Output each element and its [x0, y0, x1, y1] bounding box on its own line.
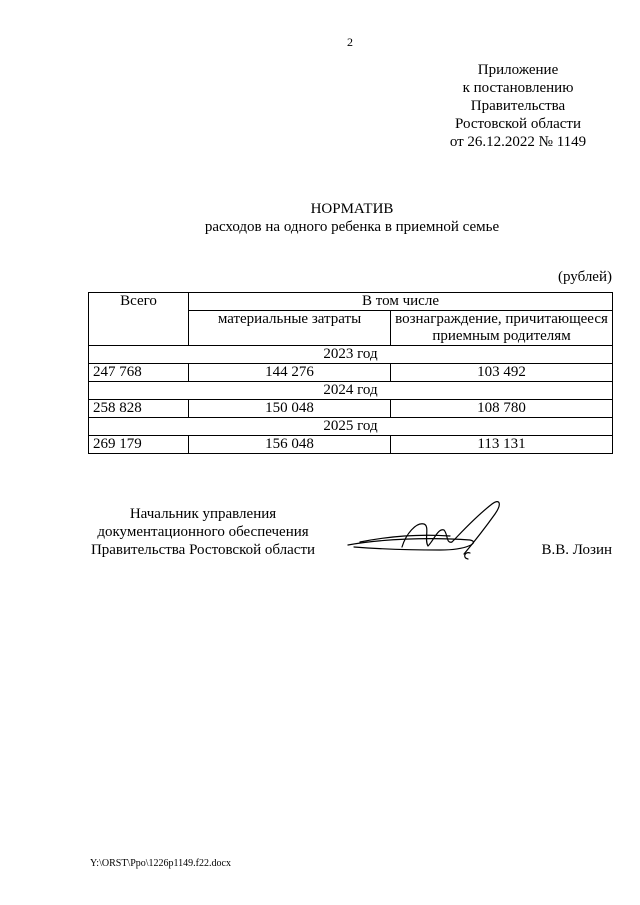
total-value: 269 179 — [89, 436, 189, 454]
signatory-position — [83, 505, 323, 559]
total-value: 258 828 — [89, 400, 189, 418]
signature-tail — [465, 553, 470, 559]
norm-table — [88, 292, 613, 454]
footer-file-path: Y:\ORST\Ppo\1226p1149.f22.docx — [90, 858, 231, 869]
signature-letters — [402, 502, 499, 554]
signatory-position-line: Правительства Ростовской области — [90, 542, 316, 558]
reward-value: 113 131 — [391, 436, 613, 454]
appendix-line: Правительства — [470, 98, 566, 114]
header-reward — [391, 311, 613, 346]
year-row — [89, 418, 613, 436]
reward-value: 108 780 — [391, 400, 613, 418]
year-label: 2024 год — [89, 382, 613, 400]
header-including: В том числе — [189, 293, 613, 311]
year-label: 2025 год — [89, 418, 613, 436]
table-row — [89, 436, 613, 454]
header-reward-line: приемным родителям — [432, 328, 571, 344]
signatory-name: В.В. Лозин — [541, 542, 612, 558]
appendix-line: к постановлению — [462, 80, 574, 96]
reward-value: 103 492 — [391, 364, 613, 382]
year-label: 2023 год — [89, 346, 613, 364]
signatory-position-line: Начальник управления — [129, 506, 277, 522]
material-value: 156 048 — [189, 436, 391, 454]
header-material: материальные затраты — [189, 311, 391, 346]
year-row — [89, 382, 613, 400]
material-value: 150 048 — [189, 400, 391, 418]
appendix-block — [418, 61, 618, 151]
material-value: 144 276 — [189, 364, 391, 382]
total-value: 247 768 — [89, 364, 189, 382]
unit-note: (рублей) — [557, 269, 612, 285]
header-total: Всего — [89, 293, 189, 346]
table-header-row — [89, 293, 613, 311]
appendix-line: от 26.12.2022 № 1149 — [449, 134, 587, 150]
appendix-line: Приложение — [477, 62, 559, 78]
page-number: 2 — [347, 35, 353, 49]
signatory-position-line: документационного обеспечения — [97, 524, 309, 540]
handwritten-signature — [340, 492, 515, 567]
header-reward-line: вознаграждение, причитающееся — [395, 311, 608, 327]
table-row — [89, 400, 613, 418]
document-subtitle: расходов на одного ребенка в приемной семье — [204, 219, 500, 235]
year-row — [89, 346, 613, 364]
table-row — [89, 364, 613, 382]
document-heading — [102, 200, 602, 236]
appendix-line: Ростовской области — [455, 116, 581, 132]
document-title: НОРМАТИВ — [310, 201, 394, 217]
